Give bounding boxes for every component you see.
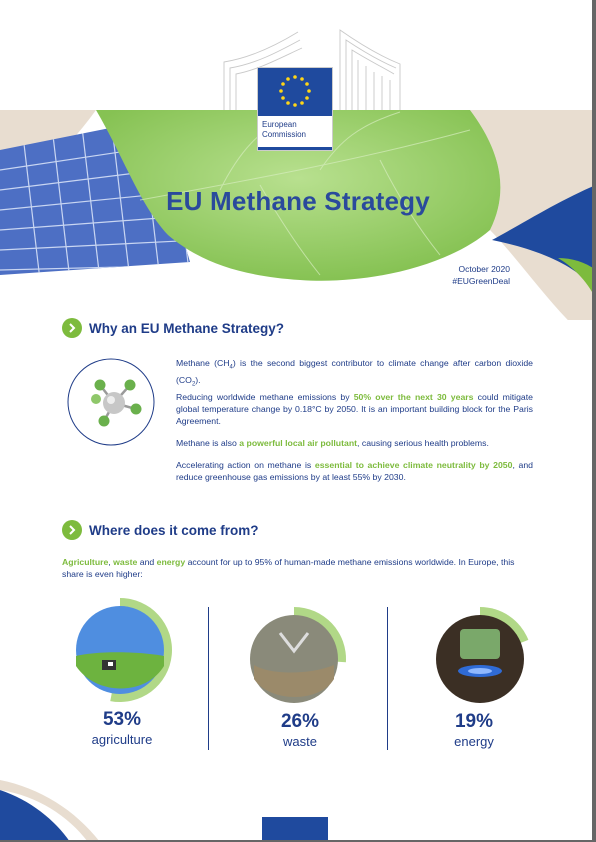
footer-block [262,817,328,842]
stat-label: energy [454,734,494,749]
stat-percent: 26% [280,711,320,732]
divider [387,607,388,750]
section-where-heading [62,520,259,540]
stat-energy [404,711,544,749]
paragraph-climate-neutrality: Accelerating action on methane is essential to achieve climate neutrality by 2050, and reduce greenhouse gas emissions by at least 55% by 2030. [176,460,533,482]
page-frame [592,0,596,842]
publication-date: October 2020 [458,264,510,274]
stat-waste [230,711,370,749]
divider [208,607,209,750]
section-title: Where does it come from? [89,522,259,538]
chevron-right-icon [62,318,82,338]
stat-label: waste [283,734,317,749]
stat-percent: 19% [454,711,494,732]
stat-ring-agriculture [66,596,178,708]
logo-line-1: European [262,120,297,129]
section-title: Why an EU Methane Strategy? [89,320,285,336]
stat-label: agriculture [91,732,153,747]
methane-molecule-icon [66,357,156,447]
eu-logo [257,67,333,151]
chevron-right-icon [62,520,82,540]
stat-agriculture [52,709,192,747]
paragraph-methane-intro: Methane $(CH_4)$ is the second biggest contributor to climate change after carbon dioxide $(CO_2)$. [176,358,533,388]
paragraph-reduction: Reducing worldwide methane emissions by 50% over the next 30 years could mitigate global temperature change by 0.18°C by 2050. It is an important building block for the Paris Agreement. [176,392,533,426]
stat-ring-waste [240,605,352,717]
eu-flag-icon [258,68,332,116]
hashtag[interactable]: #EUGreenDeal [452,276,510,286]
page-title: EU Methane Strategy [166,186,430,216]
stat-ring-energy [426,605,538,717]
stat-percent: 53% [102,709,142,730]
paragraph-sources: Agriculture, waste and energy account for up to 95% of human-made methane emissions worldwide. In Europe, this share is even higher: [62,557,515,579]
section-why-heading [62,318,284,338]
paragraph-air-pollutant: Methane is also a powerful local air pollutant, causing serious health problems. [176,438,489,448]
logo-line-2: Commission [262,130,307,139]
footer-wave [0,780,110,842]
